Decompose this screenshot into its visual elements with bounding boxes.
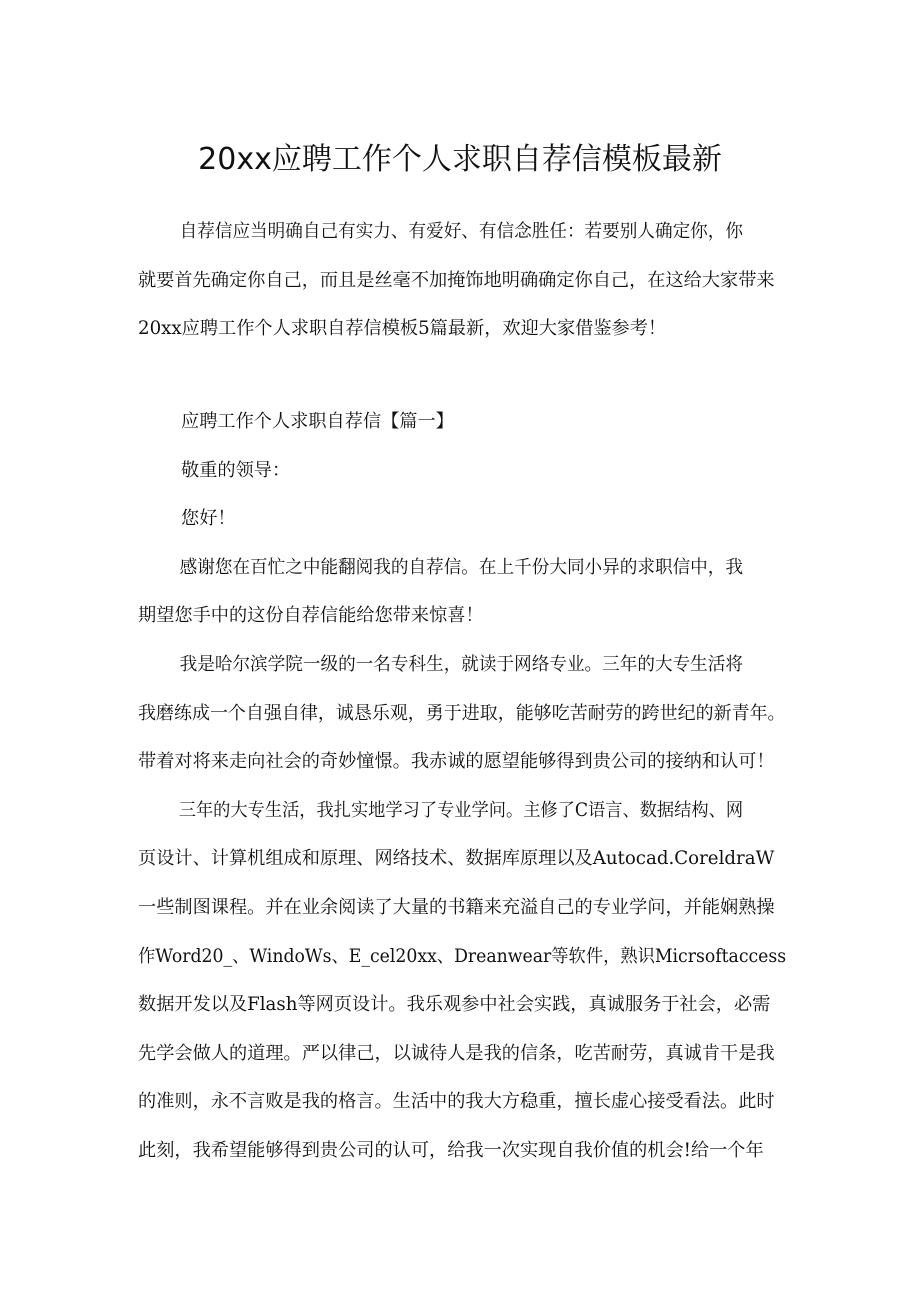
paragraph-line: 我是哈尔滨学院一级的一名专科生，就读于网络专业。三年的大专生活将 [179,653,744,675]
document-title: 20xx应聘工作个人求职自荐信模板最新 [198,142,722,177]
greeting: 您好！ [181,508,236,530]
paragraph-line: 期望您手中的这份自荐信能给您带来惊喜！ [138,605,484,627]
paragraph-line: 一些制图课程。并在业余阅读了大量的书籍来充溢自己的专业学问，并能娴熟操 [138,896,775,918]
paragraph-line: 的准则，永不言败是我的格言。生活中的我大方稳重，擅长虚心接受看法。此时 [138,1091,775,1113]
paragraph-line: 带着对将来走向社会的奇妙憧憬。我赤诚的愿望能够得到贵公司的接纳和认可！ [138,751,775,773]
paragraph-line: 我磨练成一个自强自律，诚恳乐观，勇于进取，能够吃苦耐劳的跨世纪的新青年。 [138,702,786,724]
salutation: 敬重的领导： [181,459,291,481]
paragraph-line: 先学会做人的道理。严以律己，以诚待人是我的信条，吃苦耐劳，真诚肯干是我 [138,1042,775,1064]
intro-line: 自荐信应当明确自己有实力、有爱好、有信念胜任：若要别人确定你，你 [179,221,744,242]
section-heading: 应聘工作个人求职自荐信【篇一】 [181,411,454,432]
intro-paragraph [138,208,786,354]
paragraph-line: 感谢您在百忙之中能翻阅我的自荐信。在上千份大同小异的求职信中，我 [179,556,744,578]
paragraph-line: 页设计、计算机组成和原理、网络技术、数据库原理以及Autocad.CoreldraW [138,848,775,870]
intro-line: 20xx应聘工作个人求职自荐信模板5篇最新，欢迎大家借鉴参考！ [138,318,667,340]
intro-line: 就要首先确定你自己，而且是丝毫不加掩饰地明确确定你自己，在这给大家带来 [138,269,775,291]
paragraph-line: 三年的大专生活，我扎实地学习了专业学问。主修了C语言、数据结构、网 [178,799,744,821]
paragraph-line: 数据开发以及Flash等网页设计。我乐观参中社会实践，真诚服务于社会，必需 [138,994,771,1016]
paragraph-line: 作Word20_、WindoWs、E_cel20xx、Dreanwear等软件，熟识Micrsoftaccess [138,945,787,967]
letter-body [138,398,786,1176]
paragraph-line: 此刻，我希望能够得到贵公司的认可，给我一次实现自我价值的机会!给一个年 [138,1139,764,1161]
